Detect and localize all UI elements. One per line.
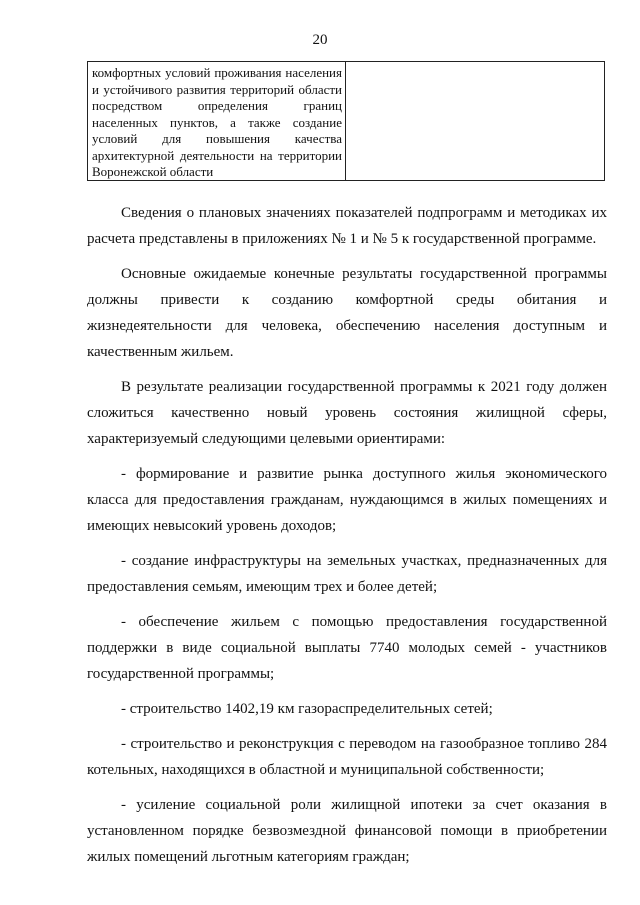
table-line: Воронежской области — [92, 164, 214, 179]
body-text — [87, 200, 607, 870]
table-fragment — [87, 61, 605, 181]
table-line: населенных пунктов, а также создание — [92, 114, 342, 130]
table-cell-right — [346, 62, 604, 180]
paragraph-line: В результате реализации государственной программы к 2021 году должен — [121, 379, 607, 395]
table-line: и устойчивого развития территорий области — [92, 81, 342, 97]
paragraph-line: жилых помещений льготным категориям граждан; — [87, 849, 410, 865]
paragraph-line: государственной программы; — [87, 666, 275, 682]
table-line: посредством определения границ — [92, 98, 342, 113]
paragraph-line: класса для предоставления гражданам, нуждающимся в жилых помещениях и — [87, 492, 607, 508]
paragraph-line: - создание инфраструктуры на земельных участках, предназначенных для — [121, 553, 607, 569]
paragraph-line: Сведения о плановых значениях показателей подпрограмм и методиках их — [121, 205, 607, 221]
paragraph-line: жизнедеятельности для человека, обеспечению населения доступным и — [87, 318, 607, 334]
paragraph-line: расчета представлены в приложениях № 1 и № 5 к государственной программе. — [87, 231, 597, 247]
paragraph-line: - усиление социальной роли жилищной ипотеки за счет оказания в — [121, 797, 607, 813]
table-line: комфортных условий проживания населения — [92, 65, 342, 80]
paragraph-line: имеющих невысокий уровень доходов; — [87, 518, 337, 534]
table-line: условий для повышения качества — [92, 131, 342, 146]
paragraph-line: - строительство и реконструкция с переводом на газообразное топливо 284 — [121, 736, 607, 752]
page-number: 20 — [312, 32, 328, 48]
paragraph-line: качественным жильем. — [87, 344, 234, 360]
paragraph-line: котельных, находящихся в областной и муниципальной собственности; — [87, 762, 545, 778]
paragraph-line: - формирование и развитие рынка доступного жилья экономического — [121, 466, 607, 482]
table-cell-left — [88, 62, 346, 180]
paragraph-line: предоставления семьям, имеющим трех и более детей; — [87, 579, 438, 595]
paragraph-line: - обеспечение жильем с помощью предоставления государственной — [121, 614, 607, 630]
table-line: архитектурной деятельности на территории — [92, 147, 342, 163]
paragraph-line: должны привести к созданию комфортной среды обитания и — [87, 292, 607, 308]
paragraph-line: поддержки в виде социальной выплаты 7740 молодых семей - участников — [87, 640, 607, 656]
paragraph-line: Основные ожидаемые конечные результаты государственной программы — [121, 266, 607, 282]
paragraph-line: сложиться качественно новый уровень состояния жилищной сферы, — [87, 405, 607, 421]
paragraph-line: характеризуемый следующими целевыми ориентирами: — [87, 431, 446, 447]
paragraph-line: - строительство 1402,19 км газораспределительных сетей; — [121, 701, 493, 717]
paragraph-line: установленном порядке безвозмездной финансовой помощи в приобретении — [87, 823, 607, 839]
